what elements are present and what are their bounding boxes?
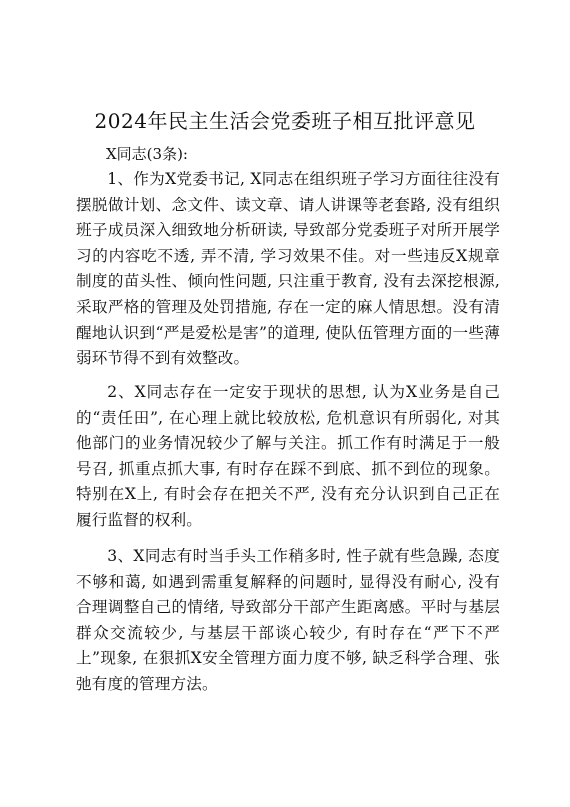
- addressee-line: X同志(3条):: [106, 145, 188, 163]
- criticism-item-1: 1、作为X党委书记, X同志在组织班子学习方面往往没有摆脱做计划、念文件、读文章、请人讲课等老套路, 没有组织班子成员深入细致地分析研读, 导致部分党委班子对所开展学习的内容吃不透, 弄不清, 学习效果不佳。对一些违反X规章制度的苗头性、倾向性问题, 只注重于教育, 没有去深挖根源, 采取严格的管理及处罚措施, 存在一定的麻人情思想。没有清醒地认识到“严是爱松是害”的道理, 使队伍管理方面的一些薄弱环节得不到有效整改。: [76, 170, 500, 368]
- criticism-item-3: 3、X同志有时当手头工作稍多时, 性子就有些急躁, 态度不够和蔼, 如遇到需重复解释的问题时, 显得没有耐心, 没有合理调整自己的情绪, 导致部分干部产生距离感。平时与基层群众交流较少, 与基层干部谈心较少, 有时存在“严下不严上”现象, 在狠抓X安全管理方面力度不够, 缺乏科学合理、张弛有度的管理方法。: [76, 547, 500, 693]
- criticism-item-2: 2、X同志存在一定安于现状的思想, 认为X业务是自己的“责任田”, 在心理上就比较放松, 危机意识有所弱化, 对其他部门的业务情况较少了解与关注。抓工作有时满足于一般号召, 抓重点抓大事, 有时存在踩不到底、抓不到位的现象。特别在X上, 有时会存在把关不严, 没有充分认识到自己正在履行监督的权利。: [76, 383, 500, 529]
- document-title: 2024年民主生活会党委班子相互批评意见: [94, 109, 476, 133]
